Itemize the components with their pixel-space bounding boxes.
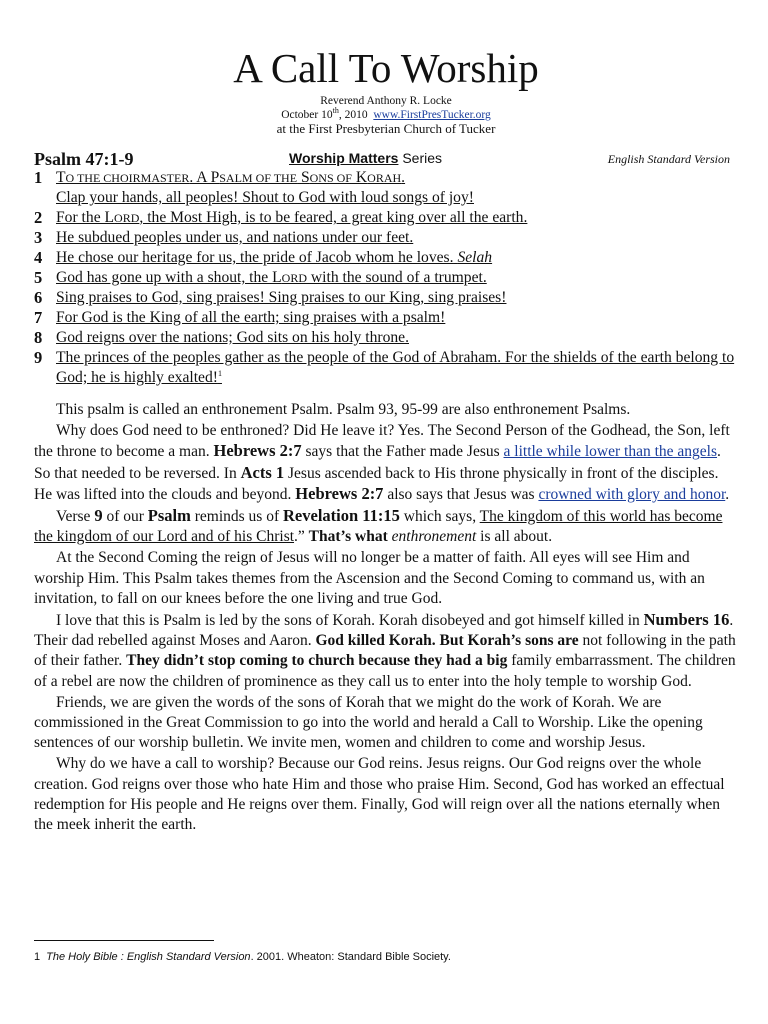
bold-phrase: They didn’t stop coming to church because they had a big xyxy=(126,652,508,670)
paragraph: Friends, we are given the words of the sons of Korah that we might do the work of Korah. We are commissioned in the Great Commission to go into the world and herald a Call to Worship. Like the opening sentences of our worship bulletin. We invite men, women and children to come and worship Jesus. xyxy=(34,693,703,752)
verse-1 xyxy=(34,168,738,188)
scripture-header xyxy=(34,148,738,170)
verse-number: 4 xyxy=(34,248,43,267)
verse-text-part: The princes of the peoples gather as the people of the God of Abraham. For the shields of the earth belong to God; he is highly exalted! xyxy=(56,349,735,386)
bold-phrase: God killed Korah. But Korah’s sons are xyxy=(315,632,579,650)
scripture-ref: Hebrews 2:7 xyxy=(295,483,384,503)
text-run: .” xyxy=(294,528,309,546)
text-run: Why does God need to be enthroned? Did He leave it? Yes. The Second Person of the Godhead, the Son, left the throne to become a man. xyxy=(34,422,730,461)
verse-number: 3 xyxy=(34,228,43,247)
venue-line: at the First Presbyterian Church of Tucker xyxy=(276,121,496,136)
text-run: which says, xyxy=(399,508,480,526)
underlined-quote: The kingdom of this world has become the kingdom of our Lord and of his Christ xyxy=(34,508,723,546)
bible-version: English Standard Version xyxy=(607,152,730,166)
verse-1-text xyxy=(34,188,738,208)
text-run: . xyxy=(725,485,730,503)
paragraph: This psalm is called an enthronement Psalm. Psalm 93, 95-99 are also enthronement Psalms. xyxy=(56,401,631,418)
verse-text xyxy=(56,349,734,386)
verse-ref: 9 xyxy=(94,506,103,526)
paragraph: At the Second Coming the reign of Jesus will no longer be a matter of faith. All eyes will see Him and worship Him. This Psalm takes themes from the Ascension and the Second Coming to command us, with an invitation, to fall on our knees before the one living and true God. xyxy=(34,549,705,607)
verse-text: He subdued peoples under us, and nations under our feet. xyxy=(56,229,414,246)
verse-number: 5 xyxy=(34,268,43,287)
psalm-reference: Psalm 47:1-9 xyxy=(34,149,134,169)
verse-smallcaps: ORD xyxy=(281,271,307,285)
sermon-body xyxy=(34,400,738,836)
verse-superscription: TO THE CHOIRMASTER. A PSALM OF THE SONS OF KORAH. xyxy=(56,169,406,186)
verse-text xyxy=(56,249,492,266)
scripture-ref: Acts 1 xyxy=(240,462,285,482)
verse-text-part: with the sound of a trumpet. xyxy=(307,269,487,286)
verse-text: Clap your hands, all peoples! Shout to God with loud songs of joy! xyxy=(56,189,474,206)
underlined-phrase: a little while lower than the angels xyxy=(503,443,718,461)
verse-number: 2 xyxy=(34,208,43,227)
series-label xyxy=(289,149,442,167)
page-title: A Call To Worship xyxy=(233,45,539,91)
footnote-divider xyxy=(34,940,214,941)
series-suffix: Series xyxy=(398,150,443,166)
verse-text-part: For the L xyxy=(56,209,115,226)
series-name: Worship Matters xyxy=(289,150,399,166)
footnote-number: 1 xyxy=(34,951,41,963)
website-link[interactable]: www.FirstPresTucker.org xyxy=(373,109,491,121)
text-run: is all about. xyxy=(476,528,553,546)
verse-8 xyxy=(34,328,738,348)
footnote-book-title: The Holy Bible : English Standard Version xyxy=(46,951,251,963)
date-text: October 10 xyxy=(281,109,333,121)
date-suffix: th xyxy=(332,106,339,116)
text-run: reminds us of xyxy=(190,508,283,526)
verse-2 xyxy=(34,208,738,228)
verse-number: 1 xyxy=(34,168,43,187)
selah-mark: Selah xyxy=(457,249,493,266)
verse-text-part: God has gone up with a shout, the L xyxy=(56,269,282,286)
text-run: Jesus ascended back to His throne physically in front of the disciples. He was lifted into the clouds and beyond. xyxy=(34,464,719,503)
underlined-phrase: crowned with glory and honor xyxy=(538,485,726,503)
text-run: of our xyxy=(102,508,148,526)
verse-7 xyxy=(34,308,738,328)
verse-5 xyxy=(34,268,738,288)
text-run: Verse xyxy=(56,508,95,526)
verse-number: 9 xyxy=(34,348,43,367)
paragraph xyxy=(34,610,738,692)
italic-word: enthronement xyxy=(391,528,477,546)
scripture-ref: Revelation 11:15 xyxy=(283,506,400,526)
paragraph xyxy=(34,421,738,505)
verse-9 xyxy=(34,348,738,388)
verse-6 xyxy=(34,288,738,308)
date-line xyxy=(34,108,738,122)
verse-smallcaps: ORD xyxy=(114,211,140,225)
text-run: not following in the path of their father. xyxy=(34,632,736,670)
text-run: I love that this is Psalm is led by the sons of Korah. Korah disobeyed and got himself killed in xyxy=(56,612,644,630)
scripture-ref: Hebrews 2:7 xyxy=(213,441,302,461)
verse-text xyxy=(56,269,487,286)
verse-list xyxy=(34,168,738,388)
bold-phrase: That’s what xyxy=(308,528,388,546)
paragraph: Why do we have a call to worship? Because our God reins. Jesus reigns. Our God reigns over the whole creation. God reigns over those who hate Him and those who praise Him. Second, God has worked an effectual redemption for His people and He reigns over them. Finally, God will reign over all the nations eternally when the meek inherit the earth. xyxy=(34,755,725,834)
footnote xyxy=(34,950,451,964)
paragraph xyxy=(34,506,738,547)
verse-text: Sing praises to God, sing praises! Sing praises to our King, sing praises! xyxy=(56,289,507,306)
verse-number: 6 xyxy=(34,288,43,307)
text-run: family embarrassment. The children of a rebel are now the children of prominence as they call us to enter into the holy temple to worship God. xyxy=(34,652,736,690)
author-line: Reverend Anthony R. Locke xyxy=(320,95,452,107)
verse-text xyxy=(56,209,527,226)
text-run: . Their dad rebelled against Moses and Aaron. xyxy=(34,612,734,650)
verse-text-part: He chose our heritage for us, the pride of Jacob whom he loves. xyxy=(56,249,454,266)
footnote-publication: . 2001. Wheaton: Standard Bible Society. xyxy=(250,951,451,963)
date-year: , 2010 xyxy=(338,109,368,121)
verse-text: For God is the King of all the earth; sing praises with a psalm! xyxy=(56,309,446,326)
footnote-marker[interactable]: 1 xyxy=(217,368,222,378)
verse-text: God reigns over the nations; God sits on his holy throne. xyxy=(56,329,409,346)
verse-number: 7 xyxy=(34,308,43,327)
verse-4 xyxy=(34,248,738,268)
text-run: also says that Jesus was xyxy=(383,485,539,503)
verse-3 xyxy=(34,228,738,248)
text-run: says that the Father made Jesus xyxy=(301,443,504,461)
verse-text-part: , the Most High, is to be feared, a great king over all the earth. xyxy=(139,209,528,226)
scripture-ref: Numbers 16 xyxy=(643,610,730,630)
text-run: . So that needed to be reversed. In xyxy=(34,443,721,482)
verse-number: 8 xyxy=(34,328,43,347)
psalm-ref: Psalm xyxy=(147,506,191,526)
